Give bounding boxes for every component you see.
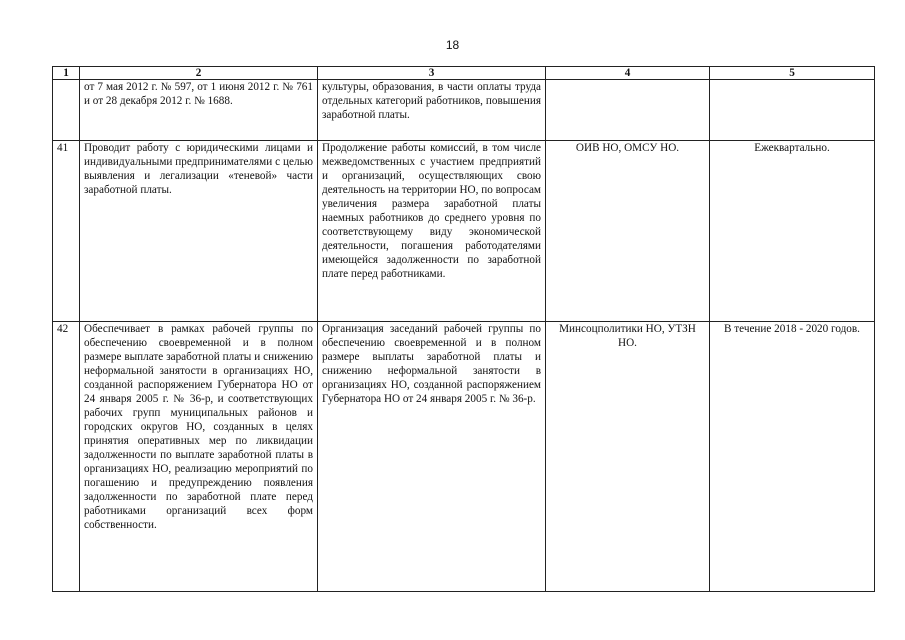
column-header: 3 bbox=[318, 67, 546, 80]
executor-cell: Минсоцполитики НО, УТЗН НО. bbox=[546, 322, 710, 592]
column-header: 2 bbox=[80, 67, 318, 80]
measures-table bbox=[52, 66, 875, 592]
table-row bbox=[53, 80, 875, 141]
column-header: 4 bbox=[546, 67, 710, 80]
row-number: 41 bbox=[53, 141, 80, 322]
executor-cell bbox=[546, 80, 710, 141]
measure-cell: от 7 мая 2012 г. № 597, от 1 июня 2012 г. № 761 и от 28 декабря 2012 г. № 1688. bbox=[80, 80, 318, 141]
deadline-cell bbox=[710, 80, 875, 141]
measure-cell: Проводит работу с юридическими лицами и индивидуальными предпринимателями с целью выявления и легализации «теневой» части заработной платы. bbox=[80, 141, 318, 322]
page-number: 18 bbox=[445, 38, 460, 52]
executor-cell: ОИВ НО, ОМСУ НО. bbox=[546, 141, 710, 322]
table-row bbox=[53, 141, 875, 322]
deadline-cell: Ежеквартально. bbox=[710, 141, 875, 322]
content-cell: Организация заседаний рабочей группы по обеспечению своевременной и в полном размере выплаты заработной платы и снижению неформальной занятости в организациях НО, созданной распоряжением Губернатора НО от 24 января 2005 г. № 36-р. bbox=[318, 322, 546, 592]
column-header: 1 bbox=[53, 67, 80, 80]
row-number: 42 bbox=[53, 322, 80, 592]
content-cell: культуры, образования, в части оплаты труда отдельных категорий работников, повышения заработной платы. bbox=[318, 80, 546, 141]
deadline-cell: В течение 2018 - 2020 годов. bbox=[710, 322, 875, 592]
column-header: 5 bbox=[710, 67, 875, 80]
row-number bbox=[53, 80, 80, 141]
content-cell: Продолжение работы комиссий, в том числе межведомственных с участием предприятий и организаций, осуществляющих свою деятельность на территории НО, по вопросам увеличения размера заработной платы наемных работников до среднего уровня по соответствующему виду экономической деятельности, погашения работодателями имеющейся задолженности по заработной плате перед работниками. bbox=[318, 141, 546, 322]
table-row bbox=[53, 322, 875, 592]
measure-cell: Обеспечивает в рамках рабочей группы по обеспечению своевременной и в полном размере выплате заработной платы и снижению неформальной занятости в организациях НО, созданной распоряжением Губернатора НО от 24 января 2005 г. № 36-р, и соответствующих рабочих групп муниципальных районов и городских округов НО, созданных в целях принятия оперативных мер по ликвидации задолженности по выплате заработной платы в организациях НО, реализацию мероприятий по погашению и предупреждению появления задолженности по заработной плате перед работниками организаций всех форм собственности. bbox=[80, 322, 318, 592]
table-header-row bbox=[53, 67, 875, 80]
